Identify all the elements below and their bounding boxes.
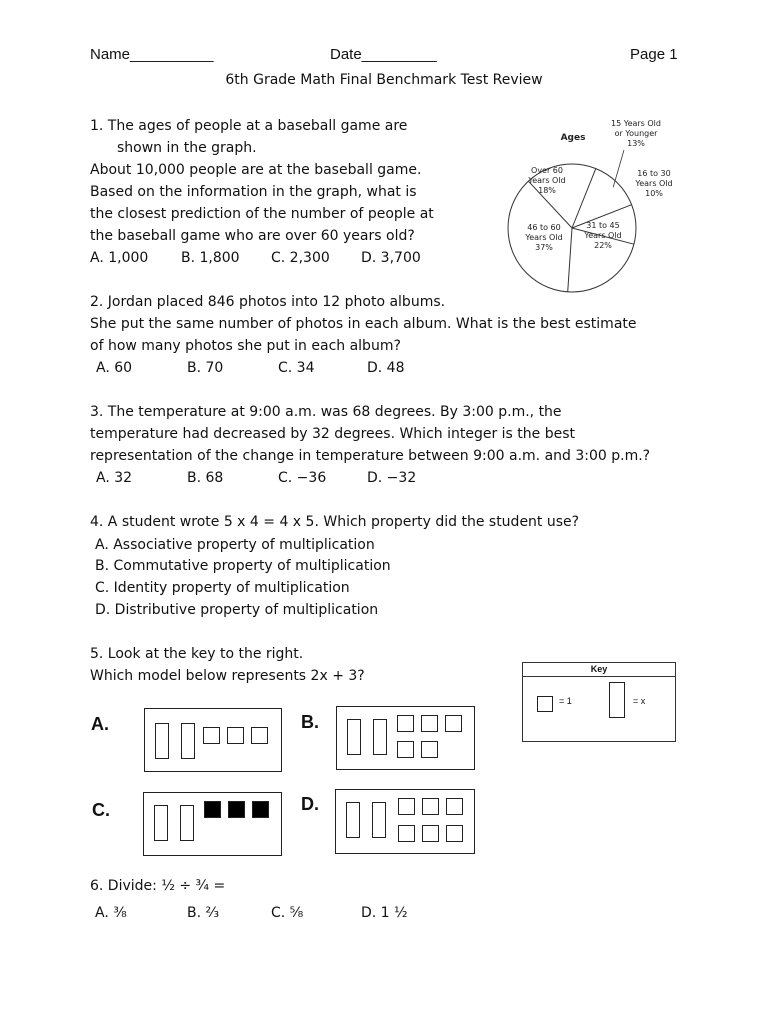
question-text-line: About 10,000 people are at the baseball game. (90, 162, 422, 178)
question-text-line: Which model below represents 2x + 3? (90, 668, 365, 684)
unit-tile-label: = 1 (559, 696, 572, 706)
chart-title: Ages (560, 133, 586, 143)
model-option-c-label[interactable]: C. (92, 800, 110, 820)
unit-tile (422, 825, 439, 842)
answer-choice-c[interactable]: C. ⁵⁄₈ (271, 905, 304, 921)
model-option-b-label[interactable]: B. (301, 712, 319, 732)
pie-slice-label-line: 18% (538, 186, 556, 195)
pie-slice-label (611, 119, 661, 148)
model-option-d-label[interactable]: D. (301, 794, 319, 814)
pie-slice-label-line: 46 to 60 (527, 223, 561, 232)
x-tile (155, 723, 169, 759)
question-text-line: Based on the information in the graph, what is (90, 184, 417, 200)
unit-tile (446, 825, 463, 842)
x-tile (181, 723, 195, 759)
pie-slice-label-line: 15 Years Old (611, 119, 661, 128)
ages-pie-chart (480, 112, 680, 297)
answer-choice-b[interactable]: B. 1,800 (181, 250, 240, 266)
question-text-line: She put the same number of photos in each album. What is the best estimate (90, 316, 637, 332)
pie-slice-label-line: 13% (627, 139, 645, 148)
question-text-line: the baseball game who are over 60 years old? (90, 228, 415, 244)
unit-tile (203, 727, 220, 744)
model-option-b[interactable] (336, 706, 475, 770)
date-field-label: Date_________ (330, 46, 437, 63)
answer-choice-a[interactable]: A. Associative property of multiplication (95, 537, 375, 553)
answer-choice-d[interactable]: D. 1 ½ (361, 905, 408, 921)
answer-choice-c[interactable]: C. 34 (278, 360, 315, 376)
answer-choice-c[interactable]: C. Identity property of multiplication (95, 580, 350, 596)
question-text-line: representation of the change in temperature between 9:00 a.m. and 3:00 p.m.? (90, 448, 651, 464)
model-option-c[interactable] (143, 792, 282, 856)
model-option-a[interactable] (144, 708, 282, 772)
x-tile (347, 719, 361, 755)
answer-choice-a[interactable]: A. 1,000 (90, 250, 149, 266)
unit-tile (251, 727, 268, 744)
x-tile (372, 802, 386, 838)
unit-tile (445, 715, 462, 732)
answer-choice-b[interactable]: B. 70 (187, 360, 224, 376)
x-tile-icon (609, 682, 625, 718)
unit-tile (398, 798, 415, 815)
answer-choice-b[interactable]: B. 68 (187, 470, 224, 486)
pie-slice-label-line: Years Old (525, 233, 563, 242)
answer-choice-a[interactable]: A. ³⁄₈ (95, 905, 127, 921)
pie-slice-label-line: or Younger (614, 129, 658, 138)
tile-key (522, 662, 676, 742)
unit-tile (227, 727, 244, 744)
answer-choice-a[interactable]: A. 32 (96, 470, 133, 486)
pie-slice-label-line: 10% (645, 189, 663, 198)
filled-unit-tile (252, 801, 269, 818)
model-option-a-label[interactable]: A. (91, 714, 109, 734)
question-text-line: 1. The ages of people at a baseball game are (90, 118, 408, 134)
name-field-label: Name__________ (90, 46, 214, 63)
answer-choice-d[interactable]: D. −32 (367, 470, 417, 486)
pie-slice-label-line: 31 to 45 (586, 221, 620, 230)
answer-choice-d[interactable]: D. 48 (367, 360, 405, 376)
filled-unit-tile (228, 801, 245, 818)
pie-slice-label-line: 37% (535, 243, 553, 252)
question-text-line: 4. A student wrote 5 x 4 = 4 x 5. Which property did the student use? (90, 514, 580, 530)
answer-choice-d[interactable]: D. Distributive property of multiplication (95, 602, 379, 618)
answer-choice-b[interactable]: B. Commutative property of multiplication (95, 558, 391, 574)
question-text-line: shown in the graph. (117, 140, 257, 156)
x-tile (154, 805, 168, 841)
unit-tile (422, 798, 439, 815)
unit-tile (397, 715, 414, 732)
pie-slice-label-line: Over 60 (531, 166, 563, 175)
pie-leader-line (613, 150, 624, 187)
unit-tile (446, 798, 463, 815)
pie-slice-label-line: Years Old (584, 231, 622, 240)
question-text-line: 6. Divide: ½ ÷ ¾ = (90, 878, 226, 894)
x-tile-label: = x (633, 696, 646, 706)
unit-tile (397, 741, 414, 758)
pie-slice-label-line: 16 to 30 (637, 169, 671, 178)
x-tile (346, 802, 360, 838)
key-title: Key (523, 663, 675, 677)
x-tile (180, 805, 194, 841)
pie-slice-label-line: Years Old (635, 179, 673, 188)
answer-choice-d[interactable]: D. 3,700 (361, 250, 421, 266)
pie-slice-label-line: 22% (594, 241, 612, 250)
question-text-line: of how many photos she put in each album? (90, 338, 401, 354)
answer-choice-b[interactable]: B. ²⁄₃ (187, 905, 220, 921)
pie-slice-label-line: Years Old (528, 176, 566, 185)
model-option-d[interactable] (335, 789, 475, 854)
worksheet-title: 6th Grade Math Final Benchmark Test Review (225, 72, 543, 88)
answer-choice-a[interactable]: A. 60 (96, 360, 133, 376)
question-text-line: 2. Jordan placed 846 photos into 12 photo albums. (90, 294, 446, 310)
pie-slice-label (634, 169, 672, 198)
x-tile (373, 719, 387, 755)
unit-tile (421, 715, 438, 732)
answer-choice-c[interactable]: C. −36 (278, 470, 327, 486)
answer-choice-c[interactable]: C. 2,300 (271, 250, 330, 266)
question-text-line: 5. Look at the key to the right. (90, 646, 304, 662)
page-number: Page 1 (630, 46, 678, 63)
question-text-line: temperature had decreased by 32 degrees. Which integer is the best (90, 426, 576, 442)
question-text-line: 3. The temperature at 9:00 a.m. was 68 degrees. By 3:00 p.m., the (90, 404, 562, 420)
unit-tile (398, 825, 415, 842)
question-text-line: the closest prediction of the number of people at (90, 206, 434, 222)
unit-tile-icon (537, 696, 553, 712)
filled-unit-tile (204, 801, 221, 818)
unit-tile (421, 741, 438, 758)
